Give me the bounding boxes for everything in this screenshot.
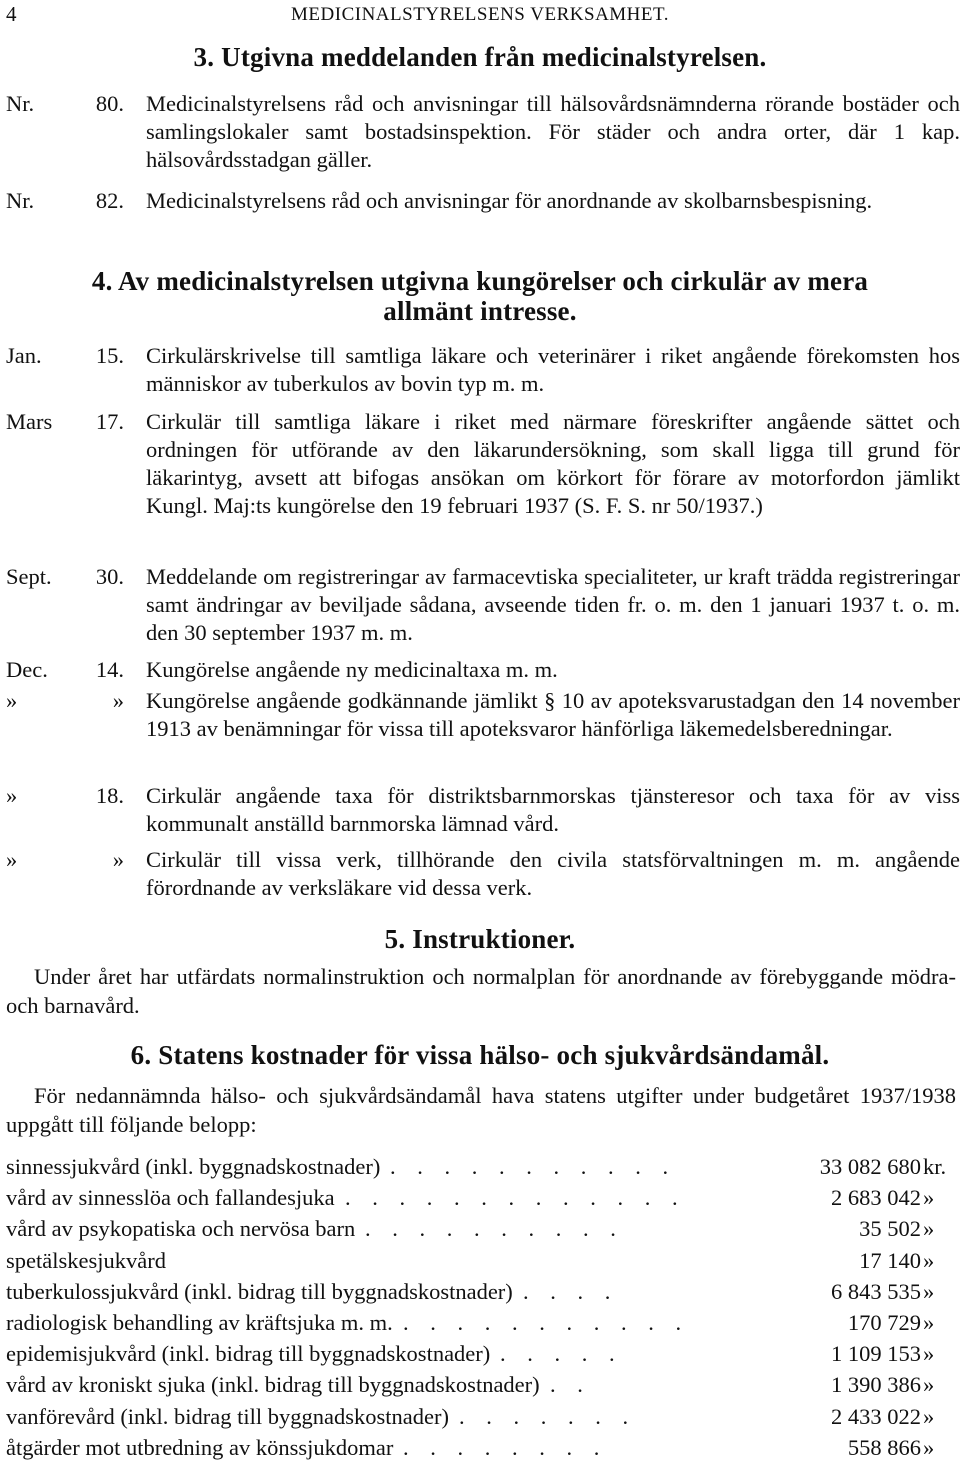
entry-text: Medicinalstyrelsens råd och anvisningar för anordnande av skolbarnsbespisning. bbox=[146, 188, 873, 213]
currency-unit: kr. bbox=[923, 1154, 947, 1179]
section-5-heading: 5. Instruktioner. bbox=[384, 924, 576, 954]
currency-unit: » bbox=[923, 1185, 935, 1211]
entry-label-part: » bbox=[6, 688, 18, 713]
entry-label-number: 82. bbox=[95, 188, 124, 213]
expenditure-label: spetälskesjukvård bbox=[6, 1247, 166, 1273]
section-6-heading: 6. Statens kostnader för vissa hälso- och sjukvårdsändamål. bbox=[130, 1040, 830, 1070]
entry-label-part: Nr. bbox=[6, 188, 35, 213]
expenditure-row bbox=[6, 1185, 959, 1216]
expenditure-amount: 2 433 022 bbox=[831, 1403, 921, 1429]
expenditure-amount: 170 729 bbox=[847, 1309, 921, 1335]
entry-label-number: 15. bbox=[95, 343, 124, 368]
expenditure-row bbox=[6, 1310, 959, 1341]
entry-text: Meddelande om registreringar av farmacevtiska specialiteter, ur kraft trädda registreringar samt ändringar av beviljade sådana, avseende tiden fr. o. m. den 1 januari 1937 t. o. m. den 30 september 1937 m. m. bbox=[146, 564, 960, 645]
currency-unit: » bbox=[923, 1247, 935, 1273]
running-head bbox=[0, 2, 960, 26]
currency-unit: » bbox=[923, 1372, 935, 1398]
expenditure-row bbox=[6, 1404, 959, 1435]
entry-text: Cirkulär till vissa verk, tillhörande den civila statsförvaltningen m. m. angående förordnande av verksläkare vid dessa verk. bbox=[146, 847, 960, 900]
expenditure-row bbox=[6, 1279, 959, 1310]
currency-unit: » bbox=[923, 1403, 935, 1429]
entry-text: Kungörelse angående ny medicinaltaxa m. m. bbox=[146, 657, 558, 682]
leader-dots: . . . . bbox=[523, 1278, 619, 1304]
expenditure-label: epidemisjukvård (inkl. bidrag till byggnadskostnader) bbox=[6, 1341, 491, 1367]
currency-unit: » bbox=[923, 1309, 935, 1335]
currency-unit: » bbox=[923, 1278, 935, 1304]
running-title: MEDICINALSTYRELSENS VERKSAMHET. bbox=[291, 4, 669, 25]
section-5-paragraph bbox=[6, 962, 956, 1020]
expenditure-label: sinnessjukvård (inkl. byggnadskostnader) bbox=[6, 1154, 381, 1179]
expenditure-row bbox=[6, 1216, 959, 1247]
entry-label-part: Jan. bbox=[6, 343, 42, 368]
currency-unit: » bbox=[923, 1434, 935, 1460]
expenditure-amount: 17 140 bbox=[859, 1247, 921, 1273]
section-4-heading-line1: 4. Av medicinalstyrelsen utgivna kungörelser och cirkulär av mera bbox=[91, 266, 869, 296]
entry-label-part: Mars bbox=[6, 409, 53, 434]
expenditure-label: vård av sinnesslöa och fallandesjuka bbox=[6, 1185, 335, 1211]
leader-dots: . . . . . . . . bbox=[403, 1434, 608, 1460]
entry-label-number: 80. bbox=[95, 91, 124, 116]
entry-label-part: Sept. bbox=[6, 564, 52, 589]
currency-unit: » bbox=[923, 1216, 935, 1242]
entry-label-number: 18. bbox=[95, 783, 124, 808]
expenditure-row bbox=[6, 1372, 959, 1403]
expenditure-label: tuberkulossjukvård (inkl. bidrag till byggnadskostnader) bbox=[6, 1278, 513, 1304]
entry-mars-17 bbox=[6, 408, 960, 520]
expenditure-amount: 2 683 042 bbox=[831, 1185, 921, 1211]
expenditure-label: vård av psykopatiska och nervösa barn bbox=[6, 1216, 356, 1242]
expenditure-label: vanförevård (inkl. bidrag till byggnadskostnader) bbox=[6, 1403, 450, 1429]
entry-nr-82 bbox=[6, 187, 960, 215]
expenditure-amount: 1 109 153 bbox=[831, 1341, 921, 1367]
leader-dots: . . . . . . . . . . . bbox=[390, 1154, 677, 1179]
entry-text: Medicinalstyrelsens råd och anvisningar till hälsovårdsnämnderna rörande bostäder och samlingslokaler samt bostadsinspektion. För städer och andra orter, där 1 kap. hälsovårdsstadgan gäller. bbox=[146, 91, 960, 172]
leader-dots: . . . . . . . . . . . . . bbox=[345, 1185, 686, 1211]
entry-label-number: 30. bbox=[95, 564, 124, 589]
entry-text: Cirkulär angående taxa för distriktsbarnmorskas tjänsteresor och taxa för av viss kommunalt anställd barnmorska lämnad vård. bbox=[146, 783, 960, 836]
entry-label-number: » bbox=[112, 688, 124, 713]
entry-label-part: » bbox=[6, 847, 18, 872]
entry-nr-80 bbox=[6, 90, 960, 174]
entry-label-number: 14. bbox=[95, 657, 124, 682]
entry-dec-18 bbox=[6, 782, 960, 838]
expenditure-amount: 558 866 bbox=[847, 1434, 921, 1460]
section-4-heading-line2: allmänt intresse. bbox=[383, 296, 577, 326]
entry-label-part: Dec. bbox=[6, 657, 48, 682]
expenditure-label: radiologisk behandling av kräftsjuka m. m. bbox=[6, 1309, 393, 1335]
section-6-intro bbox=[6, 1081, 956, 1139]
expenditure-list bbox=[6, 1154, 959, 1466]
expenditure-label: åtgärder mot utbredning av könssjukdomar bbox=[6, 1434, 394, 1460]
section-3-heading: 3. Utgivna meddelanden från medicinalstyrelsen. bbox=[193, 42, 767, 72]
entry-dec-14 bbox=[6, 656, 960, 684]
entry-dec-14-second bbox=[6, 687, 960, 743]
leader-dots: . . . . . . . bbox=[459, 1403, 637, 1429]
expenditure-row bbox=[6, 1435, 959, 1466]
entry-label-number: » bbox=[112, 847, 124, 872]
expenditure-row bbox=[6, 1341, 959, 1372]
entry-text: Cirkulärskrivelse till samtliga läkare och veterinärer i riket angående förekomsten hos människor av tuberkulos av bovin typ m. m. bbox=[146, 343, 960, 396]
leader-dots: . . . . . . . . . . bbox=[365, 1216, 624, 1242]
entry-label-part: Nr. bbox=[6, 91, 35, 116]
expenditure-amount: 1 390 386 bbox=[831, 1372, 921, 1398]
entry-text: Kungörelse angående godkännande jämlikt § 10 av apoteksvarustadgan den 14 november 1913 av benämningar för vissa till apoteksvaror hänförliga läkemedelsberedningar. bbox=[146, 688, 960, 741]
expenditure-amount: 33 082 680 bbox=[819, 1154, 921, 1179]
entry-sept-30 bbox=[6, 563, 960, 647]
expenditure-row bbox=[6, 1154, 959, 1185]
entry-dec-18-second bbox=[6, 846, 960, 902]
entry-jan-15 bbox=[6, 342, 960, 398]
expenditure-row bbox=[6, 1248, 959, 1279]
entry-text: Cirkulär till samtliga läkare i riket med närmare föreskrifter angående sättet och ordningen för utförande av den läkarundersökning, som skall ligga till grund för läkarintyg, avsett att bifogas ansökan om körkort för förare av motorfordon jämlikt Kungl. Maj:ts kungörelse den 19 februari 1937 (S. F. S. nr 50/1937.) bbox=[146, 409, 960, 518]
expenditure-amount: 6 843 535 bbox=[831, 1278, 921, 1304]
expenditure-label: vård av kroniskt sjuka (inkl. bidrag till byggnadskostnader) bbox=[6, 1372, 540, 1398]
entry-label-part: » bbox=[6, 783, 18, 808]
page-number: 4 bbox=[6, 2, 17, 26]
section-6-intro-text: För nedannämnda hälso- och sjukvårdsändamål hava statens utgifter under budgetåret 1937/1938 uppgått till följande belopp: bbox=[6, 1083, 956, 1137]
leader-dots: . . . . . bbox=[500, 1341, 623, 1367]
section-5-text: Under året har utfärdats normalinstruktion och normalplan för anordnande av förebyggande mödra- och barnavård. bbox=[6, 964, 956, 1018]
expenditure-amount: 35 502 bbox=[859, 1216, 921, 1242]
entry-label-number: 17. bbox=[95, 409, 124, 434]
leader-dots: . . . . . . . . . . . bbox=[403, 1309, 690, 1335]
currency-unit: » bbox=[923, 1341, 935, 1367]
leader-dots: . . bbox=[550, 1372, 591, 1398]
